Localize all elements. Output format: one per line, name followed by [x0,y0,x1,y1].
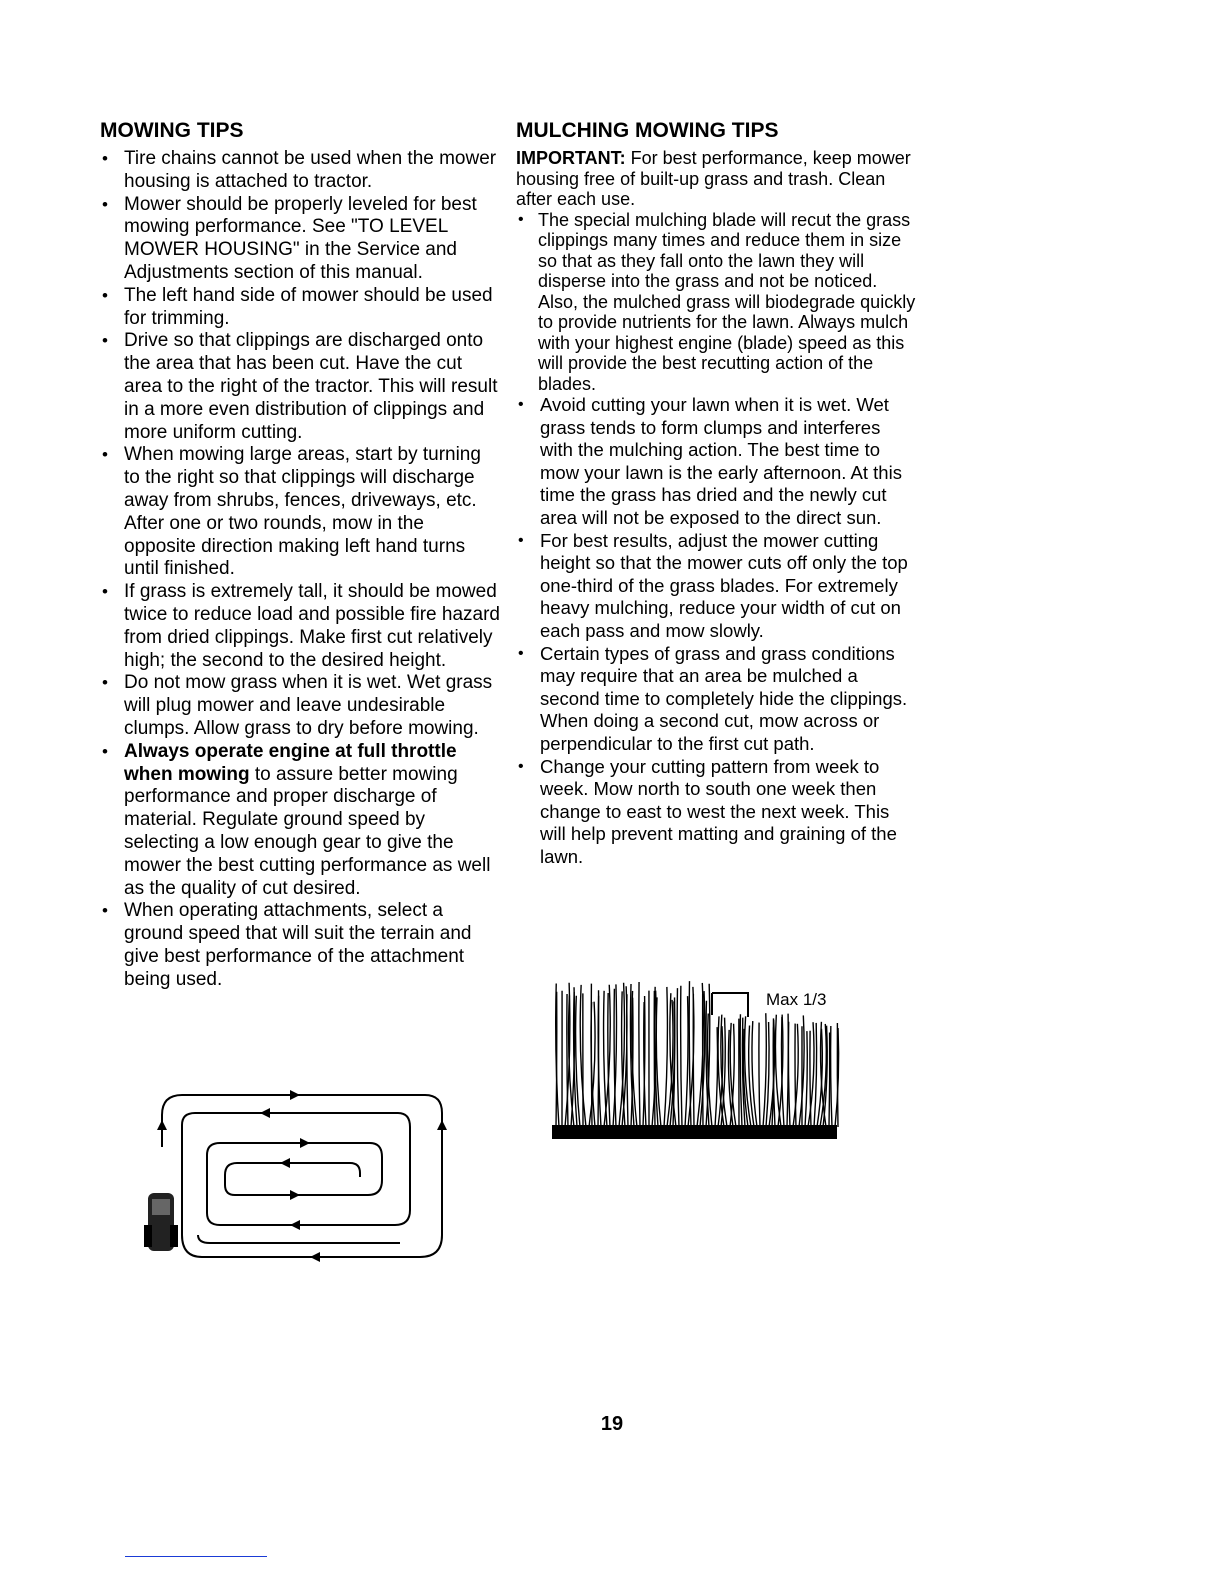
list-item: • Change your cutting pattern from week to week. Mow north to south one week then change to east to west the next week. This will help prevent matting and graining of the lawn. [516,756,916,869]
grass-blade [627,994,628,1127]
tractor-icon [144,1193,178,1251]
mulching-tips-heading: MULCHING MOWING TIPS [516,119,779,142]
throttle-bold-text: Always operate engine at full throttle when mowing [124,740,457,785]
grass-blade [763,1013,766,1127]
grass-blade [639,982,640,1127]
list-item: • Tire chains cannot be used when the mower housing is attached to tractor. [100,148,500,194]
grass-height-illustration [552,975,862,1150]
arrow-icon [290,1220,300,1230]
important-label: IMPORTANT: [516,148,626,168]
grass-blade [681,986,682,1127]
list-item [100,741,500,901]
outer-path [162,1095,442,1257]
mulching-tips-list [516,210,916,869]
grass-blade [567,994,568,1127]
arrow-icon [157,1120,167,1130]
list-item: • Avoid cutting your lawn when it is wet. Wet grass tends to form clumps and interferes with the mulching action. The best time to mow your lawn is the early afternoon. At this time the grass has dried and the newly cut area will not be exposed to the direct sun. [516,394,916,530]
grass-blade [805,1031,807,1127]
arrow-icon [300,1138,310,1148]
throttle-text: to assure better mowing performance and proper discharge of material. Regulate ground speed by selecting a low enough gear to give the mower the best cutting performance as well as the quality of cut desired. [124,763,491,899]
grass-icon [552,975,862,1150]
arrow-icon [310,1252,320,1262]
arrow-icon [290,1190,300,1200]
grass-blade [795,1024,796,1127]
arrow-icon [280,1158,290,1168]
important-note [516,148,916,210]
grass-blade [664,987,667,1127]
grass-blade [740,1014,742,1127]
inner-track [198,1235,400,1243]
grass-blade [752,1021,757,1127]
page-number: 19 [600,1413,624,1435]
direction-arrows [157,1090,447,1262]
grass-blade [677,988,679,1127]
list-item: • If grass is extremely tall, it should be mowed twice to reduce load and possible fire hazard from dried clippings. Make first cut relatively high; the second to the desired height. [100,581,500,672]
mowing-tips-section [100,118,500,991]
list-item: • When operating attachments, select a ground speed that will suit the terrain and give best performance of the attachment being used. [100,900,500,991]
mowing-pattern-diagram [140,1085,460,1285]
list-item: • The special mulching blade will recut the grass clippings many times and reduce them in size so that as they fall onto the lawn they will disperse into the grass and not be noticed. Also, the mulched grass will biodegrade quickly to provide nutrients for the lawn. Always mulch with your highest engine (blade) speed as this will provide the best recutting action of the blades. [516,210,916,395]
grass-blade [829,1032,830,1127]
grass-blade [810,1031,811,1127]
list-item: • Mower should be properly leveled for best mowing performance. See "TO LEVEL MOWER HOUSING" in the Service and Adjustments section of this manual. [100,194,500,285]
list-item: • Certain types of grass and grass conditions may require that an area be mulched a second time to completely hide the clippings. When doing a second cut, mow across or perpendicular to the first cut path. [516,643,916,756]
grass-blade [689,981,691,1127]
arrow-icon [260,1108,270,1118]
grass-blade [759,1023,760,1127]
important-text: For best performance, keep mower housing free of built-up grass and trash. Clean after each use. [516,148,911,209]
grass-blade [831,1026,832,1127]
mulching-tips-section [516,118,916,868]
grass-blade [837,1023,838,1127]
list-item: • When mowing large areas, start by turning to the right so that clippings will discharge away from shrubs, fences, driveways, etc. After one or two rounds, mow in the opposite direction making left hand turns until finished. [100,444,500,581]
arrow-icon [290,1090,300,1100]
list-item: • Drive so that clippings are discharged onto the area that has been cut. Have the cut area to the right of the tractor. This will result in a more even distribution of clippings and more uniform cutting. [100,330,500,444]
grass-blade [685,996,688,1127]
grass-blade [715,1027,718,1127]
max-third-label: Max 1/3 [766,990,827,1009]
arrow-icon [437,1120,447,1130]
list-item: • The left hand side of mower should be used for trimming. [100,285,500,331]
grass-blade [788,1022,790,1127]
grass-blade [693,994,694,1127]
footer-rule [125,1556,267,1557]
list-item: • Do not mow grass when it is wet. Wet grass will plug mower and leave undesirable clumps. Allow grass to dry before mowing. [100,672,500,740]
mowing-tips-list [100,148,500,991]
mowing-tips-heading: MOWING TIPS [100,119,244,142]
list-item: • For best results, adjust the mower cutting height so that the mower cuts off only the top one-third of the grass blades. For extremely heavy mulching, reduce your width of cut on each pass and mow slowly. [516,530,916,643]
